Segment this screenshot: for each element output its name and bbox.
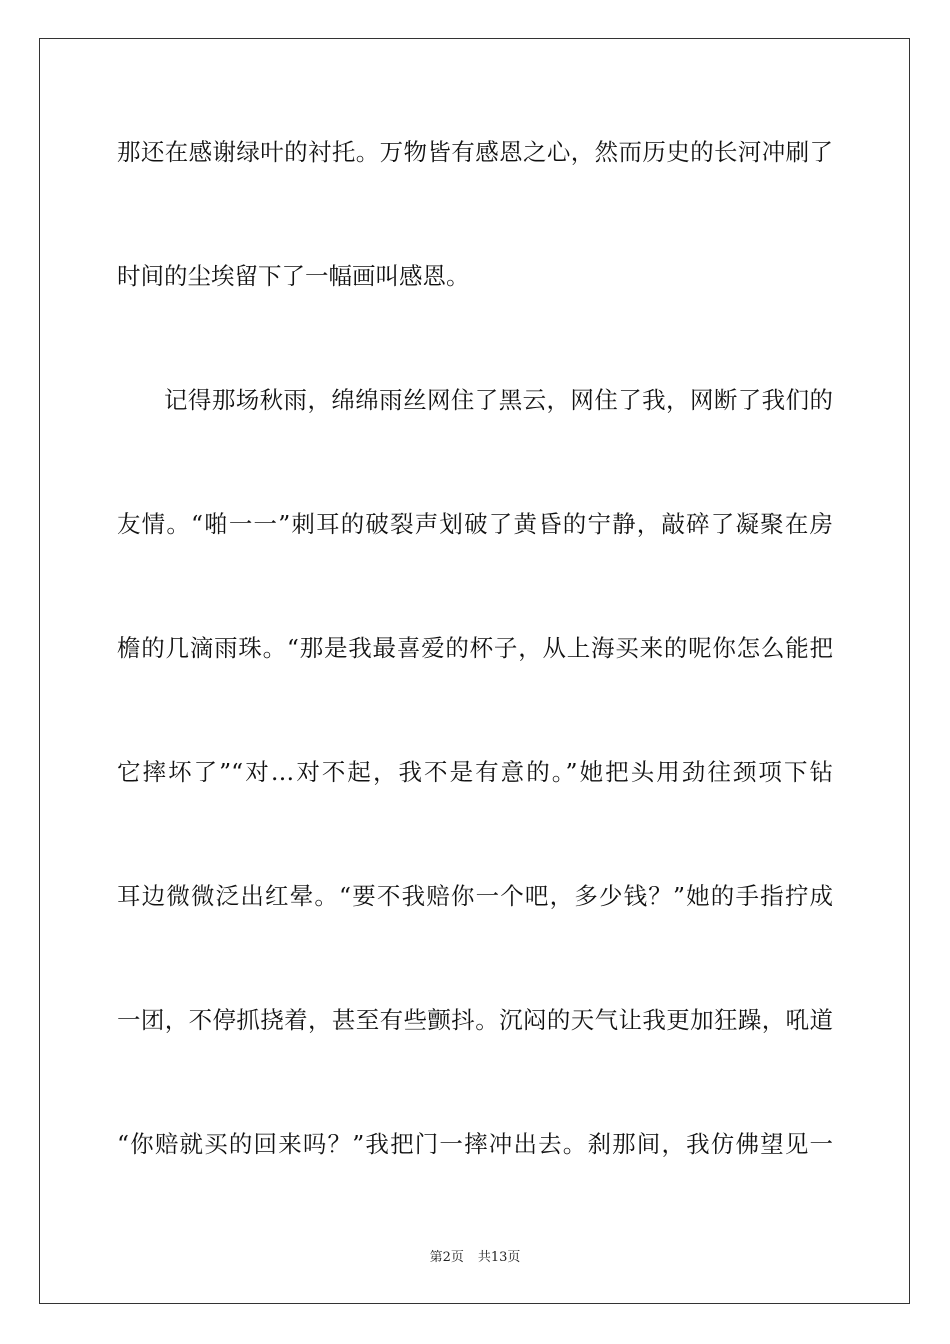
page-number: 第2页 <box>429 1250 464 1265</box>
paragraph-line-3: 记得那场秋雨，绵绵雨丝网住了黑云，网住了我，网断了我们的 <box>164 386 833 414</box>
paragraph-line-5: 檐的几滴雨珠。“那是我最喜爱的杯子，从上海买来的呢你怎么能把 <box>117 634 833 662</box>
paragraph-line-4: 友情。“啪一一”刺耳的破裂声划破了黄昏的宁静，敲碎了凝聚在房 <box>117 510 833 538</box>
paragraph-line-1: 那还在感谢绿叶的衬托。万物皆有感恩之心，然而历史的长河冲刷了 <box>117 138 833 166</box>
paragraph-line-7: 耳边微微泛出红晕。“要不我赔你一个吧，多少钱？”她的手指拧成 <box>117 882 833 910</box>
page-footer <box>0 1248 950 1268</box>
paragraph-line-6: 它摔坏了”“对…对不起，我不是有意的。”她把头用劲往颈项下钻 <box>117 758 833 786</box>
page-border <box>39 38 910 1304</box>
paragraph-line-2: 时间的尘埃留下了一幅画叫感恩。 <box>117 262 470 290</box>
page-total: 共13页 <box>477 1250 521 1265</box>
paragraph-line-9: “你赔就买的回来吗？”我把门一摔冲出去。刹那间，我仿佛望见一 <box>117 1130 833 1158</box>
paragraph-line-8: 一团，不停抓挠着，甚至有些颤抖。沉闷的天气让我更加狂躁，吼道 <box>117 1006 833 1034</box>
